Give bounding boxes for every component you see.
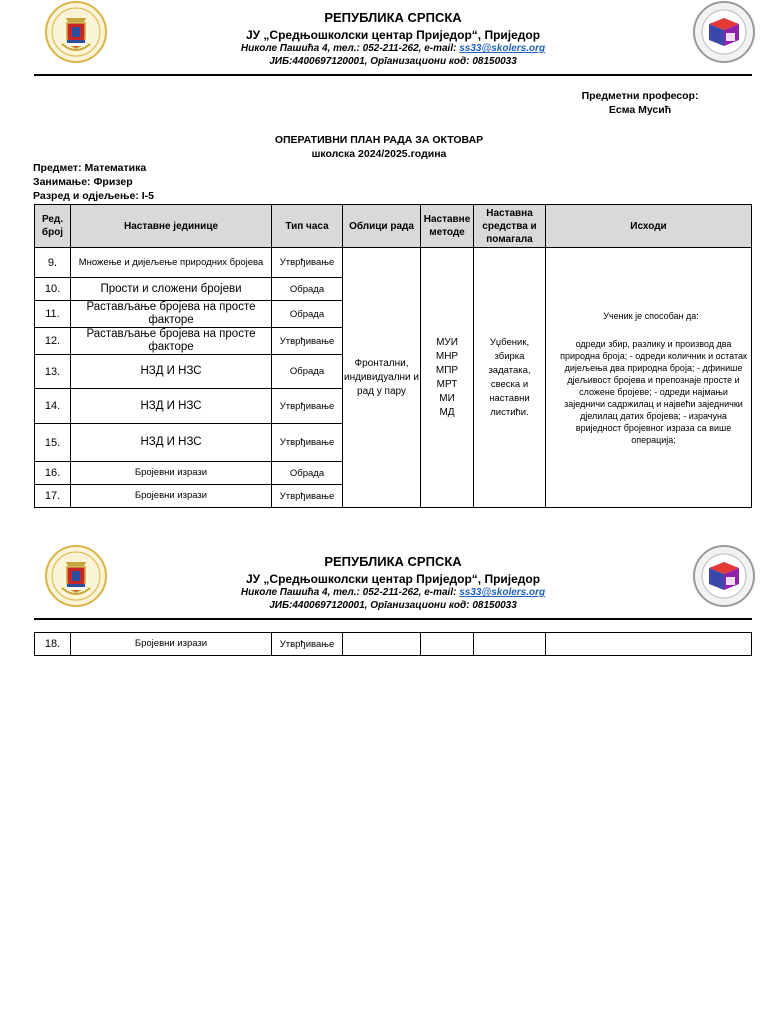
table-row (35, 633, 752, 656)
plan-year: школска 2024/2025.година (311, 148, 447, 160)
class-info: Разред и одјељење: I-5 (33, 190, 154, 202)
outcomes-intro: Ученик је способан да: (603, 310, 699, 321)
col-header-type: Тип часа (272, 205, 343, 248)
row-unit: НЗД И НЗС (71, 389, 272, 424)
col-header-forms: Облици рада (343, 205, 421, 248)
col-header-resources: Наставна средства и помагала (474, 205, 546, 248)
school-ids: ЈИБ:4400697120001, Орīанизациони код: 08150033 (269, 56, 517, 67)
col-header-number: Ред. број (35, 205, 71, 248)
header-rule (34, 74, 752, 76)
republic-title: РЕПУБЛИКА СРПСКА (324, 554, 462, 569)
row-unit: Бројевни изрази (71, 485, 272, 508)
work-forms: Фронтални, индивидуални и рад у пару (343, 248, 421, 508)
row-number: 13. (35, 355, 71, 389)
table-row (35, 248, 752, 278)
header-rule (34, 618, 752, 620)
row-type: Обрада (272, 355, 343, 389)
row-number: 14. (35, 389, 71, 424)
republic-title: РЕПУБЛИКА СРПСКА (324, 10, 462, 25)
row-type: Обрада (272, 278, 343, 301)
subject: Предмет: Математика (33, 162, 147, 174)
table-header-row (35, 205, 752, 248)
row-type: Утврђивање (272, 389, 343, 424)
plan-title: ОПЕРАТИВНИ ПЛАН РАДА ЗА ОКТОВАР (274, 134, 484, 146)
teaching-methods: МУИ МНР МПР МРТ МИ МД (421, 248, 474, 508)
plan-table (34, 204, 752, 508)
row-unit: Прости и сложени бројеви (71, 278, 272, 301)
col-header-outcomes: Исходи (546, 205, 752, 248)
email-link[interactable]: ss33@skolers.org (459, 587, 546, 598)
row-type: Утврђивање (272, 424, 343, 462)
row-number: 18. (35, 633, 71, 656)
row-type: Утврђивање (272, 328, 343, 355)
row-type: Обрада (272, 462, 343, 485)
col-header-methods: Наставне методе (421, 205, 474, 248)
letterhead-page-2 (34, 550, 752, 620)
school-name: ЈУ „Средњошколски центар Приједор“, Приједор (245, 572, 541, 586)
school-logo-icon (692, 0, 756, 64)
row-number: 15. (35, 424, 71, 462)
letterhead (34, 6, 752, 76)
plan-table-continued (34, 632, 752, 656)
school-logo-icon (692, 544, 756, 608)
row-type: Утврђивање (272, 248, 343, 278)
teaching-resources: Уџбеник, збирка задатака, свеска и наставни листићи. (474, 248, 546, 508)
row-unit: Бројевни изрази (71, 633, 272, 656)
row-number: 12. (35, 328, 71, 355)
outcomes-list: одреди збир, разлику и производ два природна броја; - одреди количник и остатак дијељења два природна броја; - дфинише дјељивост бројева и препознаје просте и сложене бројеве; - одреди најмањи заједничи садржилац и највећи заједнички дјелилац датих бројева; - израчуна вриједност бројевног израза са више операција; (560, 338, 747, 445)
row-unit: НЗД И НЗС (71, 355, 272, 389)
row-type: Обрада (272, 301, 343, 328)
plan-heading (0, 133, 758, 161)
occupation: Занимање: Фризер (33, 176, 133, 188)
row-unit: Растављање бројева на просте факторе (71, 328, 272, 355)
col-header-unit: Наставне јединице (71, 205, 272, 248)
row-number: 10. (35, 278, 71, 301)
row-unit: Растављање бројева на просте факторе (71, 301, 272, 328)
email-link[interactable]: ss33@skolers.org (459, 43, 546, 54)
meta-info (33, 161, 154, 203)
row-type: Утврђивање (272, 633, 343, 656)
professor-label: Предметни професор: (581, 90, 699, 102)
row-unit: Множење и дијељење природних бројева (71, 248, 272, 278)
school-address: Николе Пашића 4, тел.: 052-211-262, e-mail: ss33@skolers.org (240, 43, 546, 54)
school-ids: ЈИБ:4400697120001, Орīанизациони код: 08150033 (269, 600, 517, 611)
row-type: Утврђивање (272, 485, 343, 508)
empty-cell (421, 633, 474, 656)
row-unit: Бројевни изрази (71, 462, 272, 485)
empty-cell (474, 633, 546, 656)
row-number: 11. (35, 301, 71, 328)
professor-name: Есма Мусић (608, 104, 672, 116)
professor-block (560, 89, 720, 117)
row-number: 17. (35, 485, 71, 508)
empty-cell (546, 633, 752, 656)
row-number: 16. (35, 462, 71, 485)
learning-outcomes (546, 248, 752, 508)
row-unit: НЗД И НЗС (71, 424, 272, 462)
empty-cell (343, 633, 421, 656)
school-address: Николе Пашића 4, тел.: 052-211-262, e-mail: ss33@skolers.org (240, 587, 546, 598)
row-number: 9. (35, 248, 71, 278)
school-name: ЈУ „Средњошколски центар Приједор“, Приједор (245, 28, 541, 42)
